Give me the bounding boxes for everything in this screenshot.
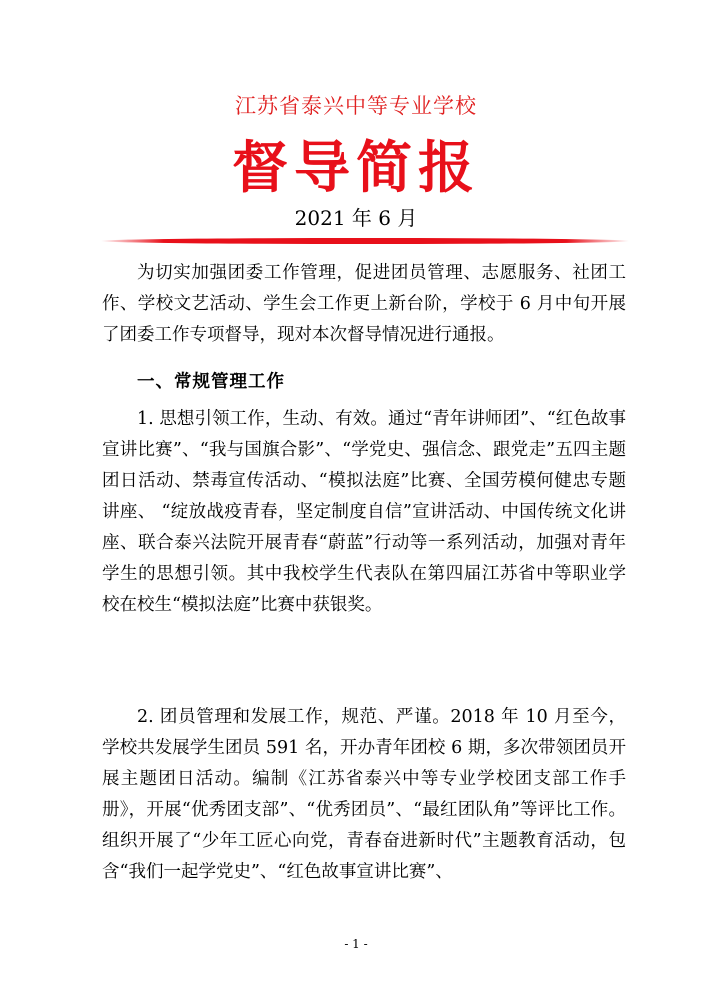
- red-divider-line: [100, 238, 630, 244]
- paragraph-item-1: 1. 思想引领工作，生动、有效。通过“青年讲师团”、“红色故事宣讲比赛”、“我与国旗合影”、“学党史、强信念、跟党走”五四主题团日活动、禁毒宣传活动、“模拟法庭”比赛、全国劳模何健忠专题讲座、 “绽放战疫青春，坚定制度自信”宣讲活动、中国传统文化讲座、联合泰兴法院开展青春“蔚蓝”行动等一系列活动，加强对青年学生的思想引领。其中我校学生代表队在第四届江苏省中等职业学校在校生“模拟法庭”比赛中获银奖。: [102, 409, 626, 615]
- issue-date: 2021 年 6 月: [294, 206, 418, 230]
- bulletin-title: 督导简报: [232, 135, 480, 201]
- intro-paragraph: 为切实加强团委工作管理，促进团员管理、志愿服务、社团工作、学校文艺活动、学生会工作更上新台阶，学校于 6 月中旬开展了团委工作专项督导，现对本次督导情况进行通报。: [102, 263, 626, 345]
- organization-name: 江苏省泰兴中等专业学校: [235, 94, 477, 118]
- section-heading: 一、常规管理工作: [137, 372, 285, 392]
- page-number: - 1 -: [344, 937, 368, 951]
- paragraph-item-2: 2. 团员管理和发展工作，规范、严谨。2018 年 10 月至今，学校共发展学生团员 591 名，开办青年团校 6 期，多次带领团员开展主题团日活动。编制《江苏省泰兴中等专业学校团支部工作手册》，开展“优秀团支部”、“优秀团员”、“最红团队角”等评比工作。组织开展了“少年工匠心向党，青春奋进新时代”主题教育活动，包含“我们一起学党史”、“红色故事宣讲比赛”、: [102, 707, 626, 882]
